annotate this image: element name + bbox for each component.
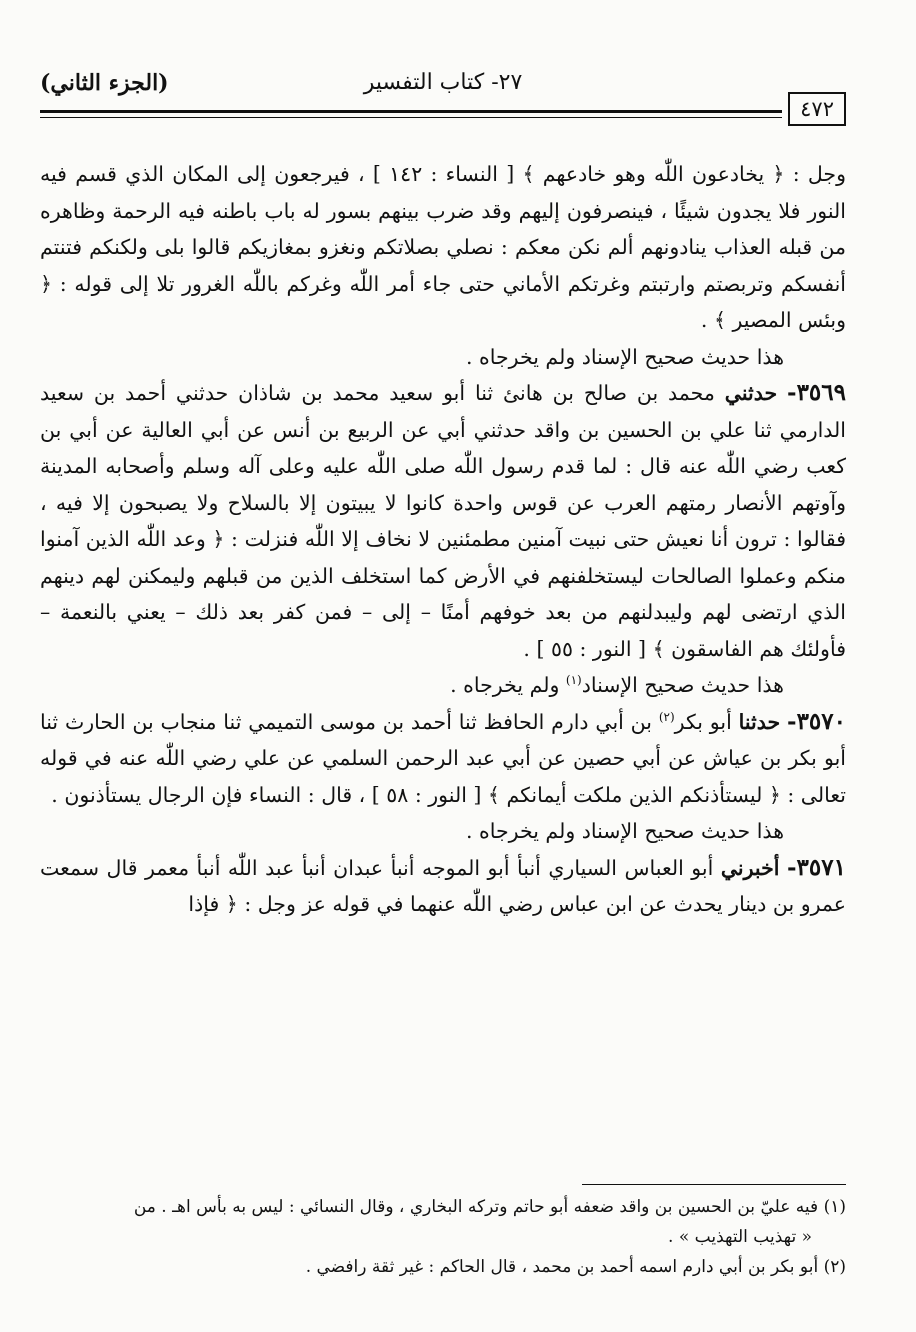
- hadith-text: أبو العباس السياري أنبأ أبو الموجه أنبأ عبدان أنبأ عبد اللّٰه أنبأ معمر قال سمعت عمرو بن دينار يحدث عن ابن عباس رضي اللّٰه عنهما في قوله عز وجل : ﴿ فإذا: [40, 855, 846, 916]
- footnote-separator: [582, 1184, 846, 1185]
- hadith-number: ٣٥٦٩-: [787, 379, 846, 406]
- hadith-number: ٣٥٧١-: [787, 853, 846, 881]
- page: [40, 62, 846, 121]
- hadith-text: بن أبي دارم الحافظ ثنا أحمد بن موسى التميمي ثنا منجاب بن الحارث ثنا أبو بكر بن عياش عن أبي حصين عن أبي عبد الرحمن السلمي عن علي رضي اللّٰه عنه في قوله تعالى : ﴿ ليستأذنكم الذين ملكت أيمانكم ﴾ [ النور : ٥٨ ] ، قال : النساء فإن الرجال يستأذنون .: [40, 709, 846, 807]
- footnote-1-continuation: « تهذيب التهذيب » .: [668, 1227, 812, 1247]
- paragraph-continuation: وجل : ﴿ يخادعون اللّٰه وهو خادعهم ﴾ [ النساء : ١٤٢ ] ، فيرجعون إلى المكان الذي قسم فيه النور فلا يجدون شيئًا ، فينصرفون إليهم وقد ضرب بينهم بسور له باب باطنه فيه الرحمة وظاهره من قبله العذاب ينادونهم ألم نكن معكم : نصلي بصلاتكم ونغزو بمغازيكم قالوا بلى ولكنكم فتنتم أنفسكم وتربصتم وارتبتم وغرتكم الأماني حتى جاء أمر اللّٰه وغركم باللّٰه الغرور تلا إلى قوله : ﴿ وبئس المصير ﴾ .: [40, 162, 846, 332]
- hadith-lead: حدثنا: [738, 709, 781, 734]
- page-number: ٤٧٢: [788, 92, 846, 126]
- hadith-number: ٣٥٧٠-: [787, 707, 846, 735]
- footnote-ref: (٢): [658, 709, 675, 724]
- hadith-3570: ٣٥٧٠- حدثنا أبو بكر$^{(٢)}$ بن أبي دارم الحافظ ثنا أحمد بن موسى التميمي ثنا منجاب بن الحارث ثنا أبو بكر بن عياش عن أبي حصين عن أبي عبد الرحمن السلمي عن علي رضي اللّٰه عنه في قوله تعالى : ﴿ ليستأذنكم الذين ملكت أيمانكم ﴾ [ النور : ٥٨ ] ، قال : النساء فإن الرجال يستأذنون .: [40, 707, 846, 807]
- grading-statement: هذا حديث صحيح الإسناد ولم يخرجاه .: [465, 344, 784, 369]
- hadith-lead: أخبرني: [720, 855, 780, 880]
- hadith-text: محمد بن صالح بن هانئ ثنا أبو سعيد محمد بن شاذان حدثني أحمد بن سعيد الدارمي ثنا علي بن الحسين بن واقد حدثني أبي عن الربيع بن أنس عن أبي العالية عن أبي بن كعب رضي اللّٰه عنه قال : لما قدم رسول اللّٰه صلى اللّٰه عليه وعلى آله وسلم وأصحابه المدينة وآوتهم الأنصار رمتهم العرب عن قوس واحدة كانوا لا يبيتون إلا بالسلاح ولا يصبحون إلا فيه ، فقالوا : ترون أنا نعيش حتى نبيت آمنين مطمئنين لا نخاف إلا اللّٰه فنزلت : ﴿ وعد اللّٰه الذين آمنوا منكم وعملوا الصالحات ليستخلفنهم في الأرض كما استخلف الذين من قبلهم وليمكنن لهم دينهم الذي ارتضى لهم وليبدلنهم من بعد خوفهم أمنًا – إلى – فمن كفر بعد ذلك – يعني بالنعمة – فأولئك هم الفاسقون ﴾ [ النور : ٥٥ ] .: [40, 381, 846, 661]
- footnotes: [40, 1192, 846, 1282]
- footnote-mark: (١): [823, 1197, 846, 1217]
- grading-statement: هذا حديث صحيح الإسناد$^{(١)}$ ولم يخرجاه .: [450, 673, 784, 697]
- footnote-2: (٢) أبو بكر بن أبي دارم اسمه أحمد بن محمد ، قال الحاكم : غير ثقة رافضي .: [305, 1257, 846, 1277]
- book-title: ٢٧- كتاب التفسير: [363, 70, 523, 95]
- volume-label: (الجزء الثاني): [40, 70, 169, 96]
- grading-statement: هذا حديث صحيح الإسناد ولم يخرجاه .: [465, 819, 784, 843]
- header-rule-thin: [40, 117, 782, 118]
- header-rule: [40, 110, 782, 113]
- hadith-3571: [40, 850, 846, 923]
- hadith-lead: حدثني: [724, 381, 778, 405]
- footnote-1: (١) فيه عليّ بن الحسين بن واقد ضعفه أبو حاتم وتركه البخاري ، وقال النسائي : ليس به بأس اهـ . من: [133, 1197, 846, 1217]
- hadith-3569: [40, 375, 846, 667]
- footnote-ref: (١): [565, 673, 582, 688]
- page-header: [40, 62, 846, 121]
- footnote-mark: (٢): [823, 1257, 846, 1277]
